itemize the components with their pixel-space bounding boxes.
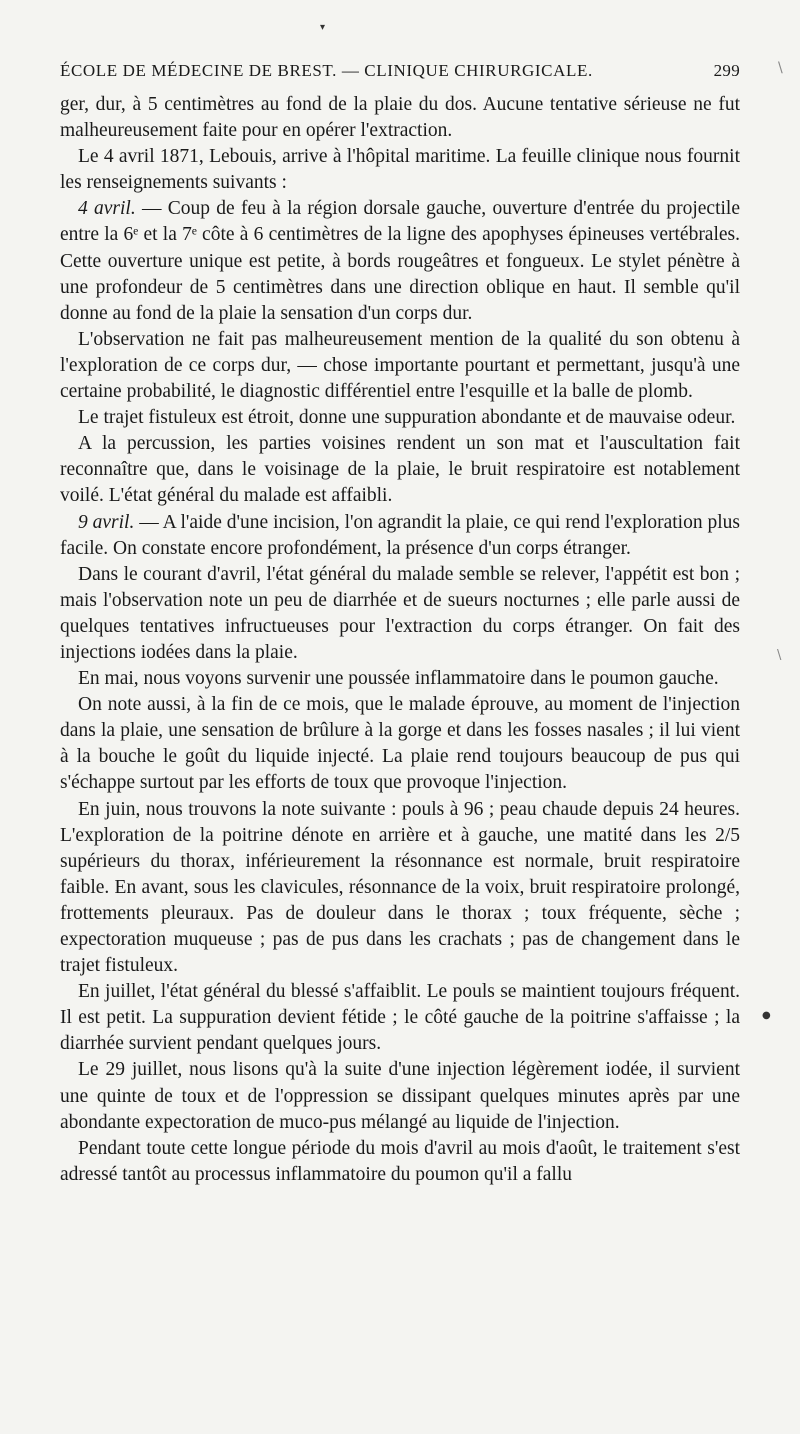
paragraph: On note aussi, à la fin de ce mois, que le malade éprouve, au moment de l'injection dans la plaie, une sensation de brûlure à la gorge et dans les fosses nasales ; il lui vient à la bouche le goût du liquide injecté. La plaie rend toujours beaucoup de pus qui s'échappe surtout par les efforts de toux que provoque l'injection. xyxy=(60,694,740,794)
running-header xyxy=(60,50,740,92)
paragraph: Le 29 juillet, nous lisons qu'à la suite d'une injection légèrement iodée, il survient une quinte de toux et de l'oppression se dissipant quelques minutes après par une abondante expectoration de muco-pus mélangé au liquide de l'injection. xyxy=(60,1059,740,1133)
page xyxy=(60,50,740,1188)
paragraph: Pendant toute cette longue période du mois d'avril au mois d'août, le traitement s'est adressé tantôt au processus inflammatoire du poumon qu'il a fallu xyxy=(60,1137,740,1185)
paragraph: Le 4 avril 1871, Lebouis, arrive à l'hôpital maritime. La feuille clinique nous fournit les renseignements suivants : xyxy=(60,146,740,194)
paragraph: ger, dur, à 5 centimètres au fond de la plaie du dos. Aucune tentative sérieuse ne fut malheureusement faite pour en opérer l'extraction. xyxy=(60,94,740,142)
entry-date: 4 avril. xyxy=(78,198,136,220)
ink-speck: ▾ xyxy=(320,22,326,33)
entry-date: 9 avril. xyxy=(78,511,135,533)
paragraph: L'observation ne fait pas malheureusement mention de la qualité du son obtenu à l'exploration de ce corps dur, — chose importante pourtant et permettant, jusqu'à une certaine probabilité, le diagnostic différentiel entre l'esquille et la balle de plomb. xyxy=(60,328,740,403)
margin-mark: \ xyxy=(777,648,782,663)
paragraph: 9 avril. — A l'aide d'une incision, l'on agrandit la plaie, ce qui rend l'exploration plus facile. On constate encore profondément, la présence d'un corps étranger. xyxy=(60,511,740,559)
paragraph: 4 avril. — Coup de feu à la région dorsale gauche, ouverture d'entrée du projectile entre la 6ᵉ et la 7ᵉ côte à 6 centimètres de la ligne des apophyses épineuses vertébrales. Cette ouverture unique est petite, à bords rougeâtres et fongueux. Le stylet pénètre à une profondeur de 5 centimètres dans une direction oblique en haut. Il semble qu'il donne au fond de la plaie la sensation d'un corps dur. xyxy=(60,198,740,324)
paragraph: En juillet, l'état général du blessé s'affaiblit. Le pouls se maintient toujours fréquent. Il est petit. La suppuration devient fétide ; le côté gauche de la poitrine s'affaisse ; la diarrhée survient pendant quelques jours. xyxy=(60,981,740,1055)
running-title: ÉCOLE DE MÉDECINE DE BREST. — CLINIQUE CHIRURGICALE. xyxy=(60,61,593,80)
paragraph: A la percussion, les parties voisines rendent un son mat et l'auscultation fait reconnaître que, dans le voisinage de la plaie, le bruit respiratoire est notablement voilé. L'état général du malade est affaibli. xyxy=(60,433,740,507)
paragraph: Dans le courant d'avril, l'état général du malade semble se relever, l'appétit est bon ; mais l'observation note un peu de diarrhée et de sueurs nocturnes ; elle parle aussi de quelques tentatives infructueuses pour l'extraction du corps étranger. On fait des injections iodées dans la plaie. xyxy=(60,563,740,663)
paragraph: Le trajet fistuleux est étroit, donne une suppuration abondante et de mauvaise odeur. xyxy=(78,407,736,429)
paragraph: En juin, nous trouvons la note suivante : pouls à 96 ; peau chaude depuis 24 heures. L'exploration de la poitrine dénote en arrière et à gauche, une matité dans les 2/5 supérieurs du thorax, inférieurement la résonnance est normale, bruit respiratoire faible. En avant, sous les clavicules, résonnance de la voix, bruit respiratoire prolongé, frottements pleuraux. Pas de douleur dans le thorax ; toux fréquente, sèche ; expectoration muqueuse ; pas de pus dans les crachats ; pas de changement dans le trajet fistuleux. xyxy=(60,798,740,977)
paragraph: En mai, nous voyons survenir une poussée inflammatoire dans le poumon gauche. xyxy=(78,668,719,690)
page-number: 299 xyxy=(713,61,740,80)
margin-mark: \ xyxy=(778,60,783,76)
ink-speck: ● xyxy=(762,1010,771,1021)
